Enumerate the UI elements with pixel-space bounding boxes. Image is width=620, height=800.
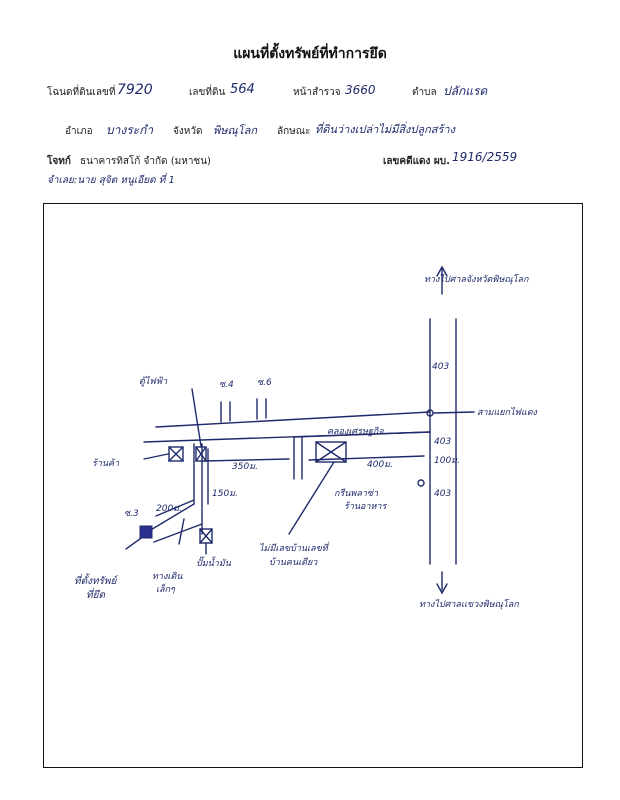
- km-marker-label: 100ม.: [434, 456, 460, 466]
- shop-label-line1: กรีนพลาซ่า: [334, 489, 379, 499]
- office-label: ปั๊มน้ำมัน: [196, 559, 231, 569]
- school-soi-label: คลองเศรษฐกิจ: [327, 427, 384, 437]
- survey-page-label: หน้าสำรวจ: [293, 87, 341, 98]
- km-marker-circle: [418, 480, 424, 486]
- land-no-value: 564: [230, 82, 255, 97]
- plaintiff-value: ธนาคารทิสโก้ จำกัด (มหาชน): [80, 156, 211, 167]
- road-code-2: 403: [434, 489, 452, 499]
- house-label-line1: ไม่มีเลขบ้านเลขที่: [259, 544, 328, 554]
- trees-label-line1: ทางเดิน: [152, 572, 183, 582]
- road-code-3: 403: [434, 437, 452, 447]
- property-label: [74, 573, 120, 601]
- soi-4-label: ซ.4: [219, 380, 234, 390]
- house-label: [259, 541, 331, 568]
- trees-label-line2: เล็กๆ: [156, 585, 175, 595]
- trees-label: [152, 571, 185, 595]
- soi-6-label: ซ.6: [257, 378, 272, 388]
- owner-line: จำเลย:นาย สุจิต หนูเอียด ที่ 1: [47, 175, 175, 186]
- province-label: จังหวัด: [173, 126, 203, 137]
- deed-value: 7920: [117, 82, 153, 98]
- leader-house: [289, 462, 334, 534]
- map-sketch: [44, 204, 581, 766]
- dist-350-label: 350ม.: [232, 462, 258, 472]
- shop-label-line2: ร้านอาหาร: [344, 502, 387, 512]
- shop-label: [334, 488, 387, 512]
- house-label-line2: บ้านคนเดียว: [269, 558, 318, 568]
- south-road-label: ทางไปศาลเเขวงพิษณุโลก: [419, 600, 519, 610]
- left-shop-label: ร้านค้า: [92, 459, 120, 469]
- district-value: บางระกำ: [106, 123, 154, 137]
- junction-leader: [434, 412, 474, 413]
- leader-left-shop: [144, 454, 168, 459]
- plaintiff-label: โจทก์: [47, 156, 71, 167]
- nature-label: ลักษณะ: [277, 126, 311, 137]
- junction-label: สามแยกไฟแดง: [477, 408, 537, 418]
- property-label-line2: ที่ยึด: [86, 590, 105, 601]
- land-no-label: เลขที่ดิน: [189, 87, 226, 98]
- subdistrict-label: ตำบล: [412, 87, 437, 98]
- dist-350-line: [204, 459, 289, 461]
- case-label: เลขคดีแดง ผบ.: [383, 156, 450, 167]
- dist-200-label: 200ม.: [156, 504, 182, 514]
- dist-400-label: 400ม.: [367, 460, 393, 470]
- property-label-line1: ที่ตั้งทรัพย์: [74, 576, 117, 587]
- property-parcel: [140, 526, 152, 538]
- survey-page-value: 3660: [345, 83, 376, 97]
- province-value: พิษณุโลก: [213, 124, 258, 137]
- soi-3-label: ซ.3: [124, 509, 139, 519]
- dist-150-label: 150ม.: [212, 489, 238, 499]
- road-code-1: 403: [432, 362, 450, 372]
- nature-value: ที่ดินว่างเปล่าไม่มีสิ่งปลูกสร้าง: [315, 123, 455, 136]
- north-road-label: ทางไปศาลจังหวัดพิษณุโลก: [424, 275, 529, 285]
- page-title: แผนที่ตั้งทรัพย์ที่ทำการยึด: [233, 46, 387, 62]
- subdistrict-value: ปลักแรด: [443, 84, 488, 98]
- leader-utility: [192, 389, 201, 446]
- case-value: 1916/2559: [452, 150, 518, 164]
- soi-3-lower: [154, 524, 202, 542]
- utility-label: ตู้ไฟฟ้า: [139, 377, 168, 387]
- map-frame: [43, 203, 583, 768]
- district-label: อำเภอ: [65, 126, 93, 137]
- deed-label: โฉนดที่ดินเลขที่: [47, 87, 116, 98]
